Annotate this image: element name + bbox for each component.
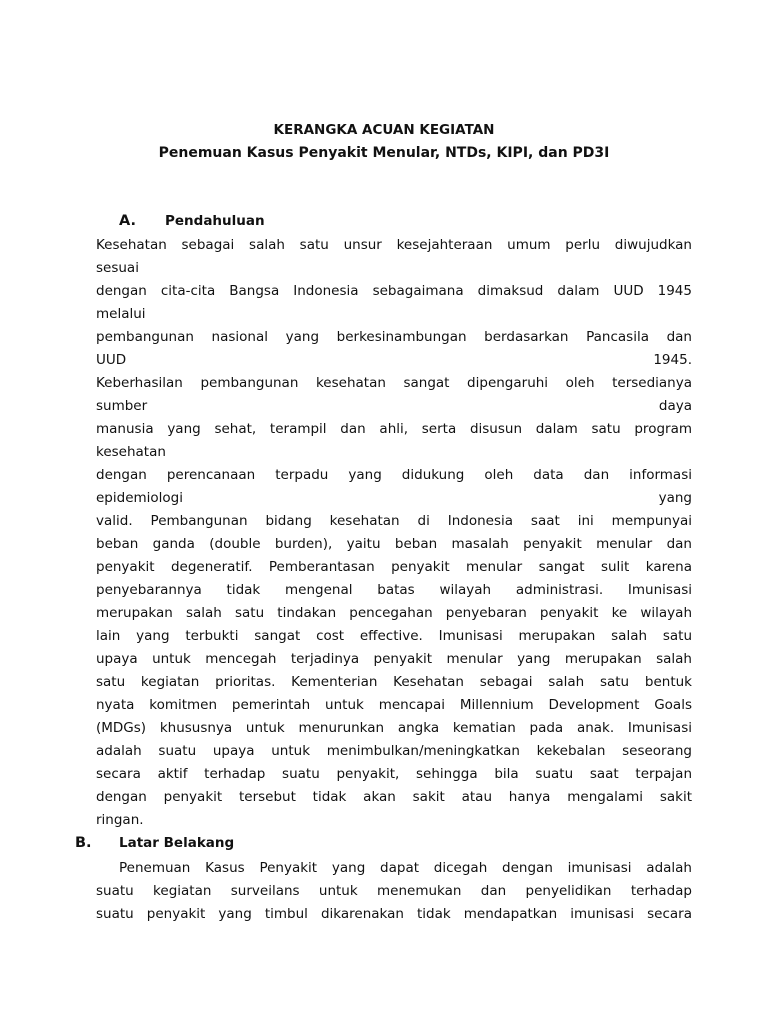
paragraph-line: dengan perencanaan terpadu yang didukung oleh data dan informasi [96,467,692,483]
section-a-number: A. [119,213,136,229]
section-b-title: Latar Belakang [119,835,235,851]
paragraph-line: sesuai [96,260,139,276]
section-b-number: B. [75,835,92,851]
document-subtitle: Penemuan Kasus Penyakit Menular, NTDs, KIPI, dan PD3I [158,145,610,161]
paragraph-line: kesehatan [96,444,166,460]
paragraph-line: (MDGs) khususnya untuk menurunkan angka kematian pada anak. Imunisasi [96,720,692,736]
paragraph-line: suatu penyakit yang timbul dikarenakan tidak mendapatkan imunisasi secara [96,906,692,922]
paragraph-line: dengan penyakit tersebut tidak akan sakit atau hanya mengalami sakit [96,789,692,805]
document-title: KERANGKA ACUAN KEGIATAN [273,122,495,138]
paragraph-line: Keberhasilan pembangunan kesehatan sangat dipengaruhi oleh tersedianya [96,375,692,391]
paragraph-line: suatu kegiatan surveilans untuk menemukan dan penyelidikan terhadap [96,883,692,899]
paragraph-line: adalah suatu upaya untuk menimbulkan/meningkatkan kekebalan seseorang [96,743,692,759]
paragraph-line: penyebarannya tidak mengenal batas wilayah administrasi. Imunisasi [96,582,692,598]
paragraph-line: secara aktif terhadap suatu penyakit, sehingga bila suatu saat terpajan [96,766,692,782]
paragraph-line: manusia yang sehat, terampil dan ahli, serta disusun dalam satu program [96,421,692,437]
paragraph-line: valid. Pembangunan bidang kesehatan di Indonesia saat ini mempunyai [96,513,692,529]
paragraph-line: epidemiologi yang [96,490,692,506]
paragraph-line: beban ganda (double burden), yaitu beban masalah penyakit menular dan [96,536,692,552]
paragraph-line: upaya untuk mencegah terjadinya penyakit menular yang merupakan salah [96,651,692,667]
paragraph-line: melalui [96,306,146,322]
paragraph-line: UUD 1945. [96,352,692,368]
paragraph-line: nyata komitmen pemerintah untuk mencapai Millennium Development Goals [96,697,692,713]
paragraph-line: pembangunan nasional yang berkesinambungan berdasarkan Pancasila dan [96,329,692,345]
paragraph-line: dengan cita-cita Bangsa Indonesia sebagaimana dimaksud dalam UUD 1945 [96,283,692,299]
section-a-title: Pendahuluan [165,213,265,229]
paragraph-line: penyakit degeneratif. Pemberantasan penyakit menular sangat sulit karena [96,559,692,575]
paragraph-line: lain yang terbukti sangat cost effective. Imunisasi merupakan salah satu [96,628,692,644]
paragraph-line: merupakan salah satu tindakan pencegahan penyebaran penyakit ke wilayah [96,605,692,621]
paragraph-line: satu kegiatan prioritas. Kementerian Kesehatan sebagai salah satu bentuk [96,674,692,690]
paragraph-line: Kesehatan sebagai salah satu unsur kesejahteraan umum perlu diwujudkan [96,237,692,253]
paragraph-line: ringan. [96,812,144,828]
paragraph-line: Penemuan Kasus Penyakit yang dapat dicegah dengan imunisasi adalah [119,860,692,876]
paragraph-line: sumber daya [96,398,692,414]
